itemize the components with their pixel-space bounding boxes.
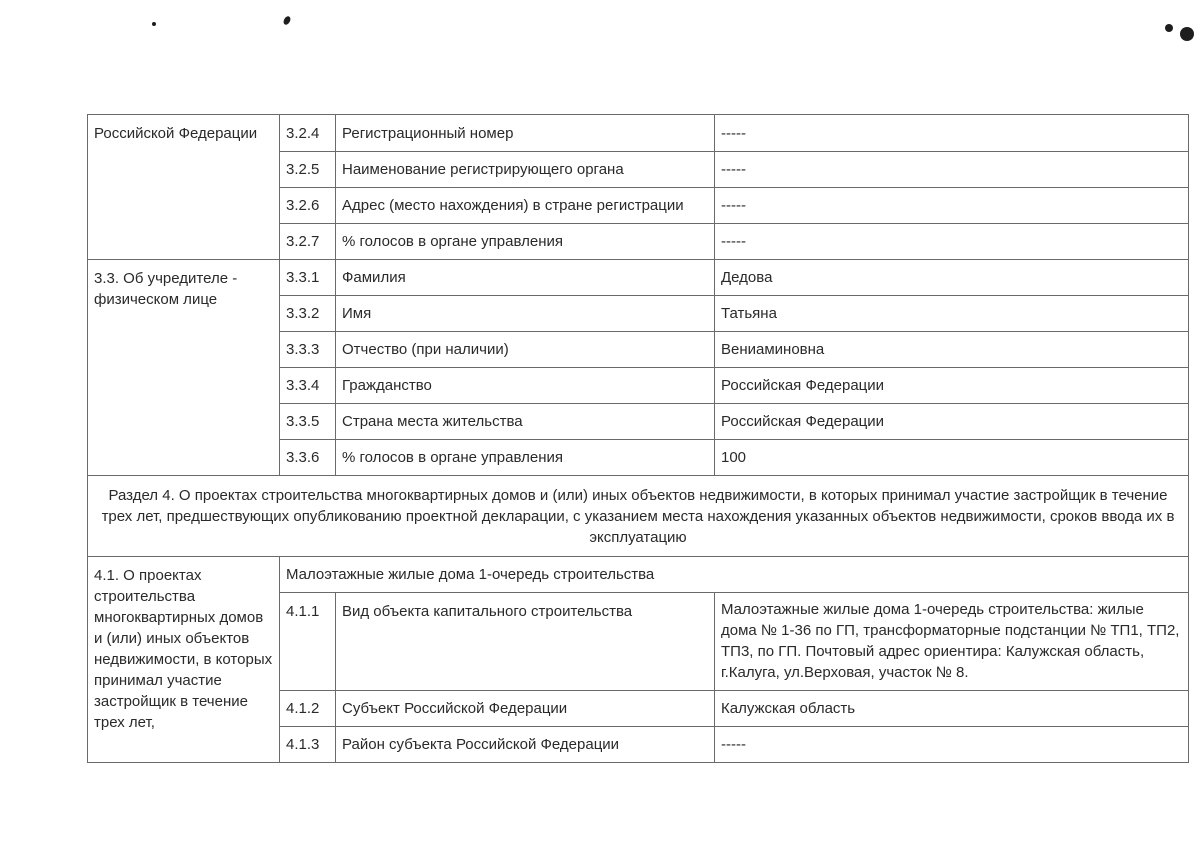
row-value: Татьяна [715,296,1189,332]
row-label: % голосов в органе управления [336,224,715,260]
row-value: Калужская область [715,691,1189,727]
row-value: Дедова [715,260,1189,296]
row-code: 3.3.3 [280,332,336,368]
scan-speck [1180,27,1194,41]
row-label: % голосов в органе управления [336,440,715,476]
group-label-3-2: Российской Федерации [88,115,280,260]
group-label-3-3: 3.3. Об учредителе - физическом лице [88,260,280,476]
row-code: 3.3.1 [280,260,336,296]
row-code: 3.3.2 [280,296,336,332]
row-label: Район субъекта Российской Федерации [336,727,715,763]
row-value: ----- [715,727,1189,763]
row-value: ----- [715,188,1189,224]
table-row [88,557,1189,593]
row-label: Регистрационный номер [336,115,715,152]
group-label-4-1: 4.1. О проектах строительства многоквартирных домов и (или) иных объектов недвижимости, в которых принимал участие застройщик в течение трех лет, [88,557,280,763]
row-code: 4.1.2 [280,691,336,727]
row-code: 3.2.5 [280,152,336,188]
row-label: Отчество (при наличии) [336,332,715,368]
scan-speck [152,22,156,26]
row-code: 3.2.4 [280,115,336,152]
scan-speck [1165,24,1173,32]
row-label: Адрес (место нахождения) в стране регистрации [336,188,715,224]
declaration-table [87,114,1189,763]
row-code: 3.2.7 [280,224,336,260]
row-code: 4.1.3 [280,727,336,763]
row-code: 3.3.4 [280,368,336,404]
table-row [88,260,1189,296]
row-value: 100 [715,440,1189,476]
row-label: Гражданство [336,368,715,404]
row-value: Вениаминовна [715,332,1189,368]
row-value: ----- [715,152,1189,188]
project-title: Малоэтажные жилые дома 1-очередь строительства [280,557,1189,593]
row-label: Страна места жительства [336,404,715,440]
row-value: ----- [715,224,1189,260]
scan-speck [282,15,292,26]
section-4-heading: Раздел 4. О проектах строительства многоквартирных домов и (или) иных объектов недвижимости, в которых принимал участие застройщик в течение трех лет, предшествующих опубликованию проектной декларации, с указанием места нахождения указанных объектов недвижимости, сроков ввода их в эксплуатацию [88,476,1189,557]
row-label: Имя [336,296,715,332]
row-label: Субъект Российской Федерации [336,691,715,727]
table-row [88,115,1189,152]
row-label: Вид объекта капитального строительства [336,593,715,691]
row-value: Малоэтажные жилые дома 1-очередь строительства: жилые дома № 1-36 по ГП, трансформаторные подстанции № ТП1, ТП2, ТП3, по ГП. Почтовый адрес ориентира: Калужская область, г.Калуга, ул.Верховая, участок № 8. [715,593,1189,691]
row-label: Наименование регистрирующего органа [336,152,715,188]
row-label: Фамилия [336,260,715,296]
row-code: 4.1.1 [280,593,336,691]
row-code: 3.3.6 [280,440,336,476]
row-code: 3.2.6 [280,188,336,224]
row-value: Российская Федерации [715,368,1189,404]
row-value: Российская Федерации [715,404,1189,440]
row-code: 3.3.5 [280,404,336,440]
section-heading-row [88,476,1189,557]
row-value: ----- [715,115,1189,152]
